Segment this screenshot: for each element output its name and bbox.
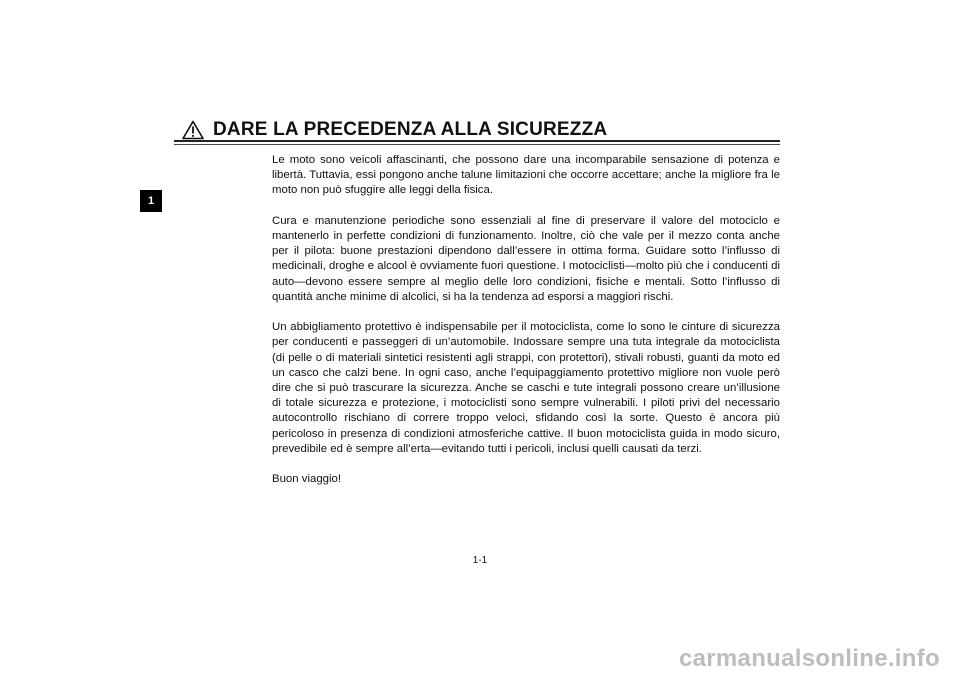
chapter-tab: 1	[140, 190, 162, 212]
header-rule	[174, 140, 780, 142]
paragraph: Un abbigliamento protettivo è indispensabile per il motociclista, come lo sono le cinture di sicurezza per conducenti e passeggeri di un’automobile. Indossare sempre una tuta integrale da motociclista (di pelle o di materiali sintetici resistenti agli strappi, con protettori), stivali robusti, guanti da moto ed un casco che calzi bene. In ogni caso, anche l’equipaggiamento protettivo migliore non vuole però dire che si può trascurare la sicurezza. Anche se caschi e tute integrali possono creare un’illusione di totale sicurezza e protezione, i motociclisti sono sempre vulnerabili. I piloti privi del necessario autocontrollo rischiano di correre troppo veloci, sfidando così la sorte. Questo è ancora più pericoloso in presenza di condizioni atmosferiche cattive. Il buon motociclista guida in modo sicuro, prevedibile ed è sempre all’erta—evitando tutti i pericoli, inclusi quelli causati da terzi.	[272, 321, 780, 455]
watermark: carmanualsonline.info	[678, 645, 940, 672]
paragraph: Cura e manutenzione periodiche sono essenziali al fine di preservare il valore del motociclo e mantenerlo in perfette condizioni di funzionamento. Inoltre, ciò che vale per il mezzo conta anche per il pilota: buone prestazioni dipendono dall’essere in ottima forma. Guidare sotto l’influsso di medicinali, droghe e alcool è ovviamente fuori questione. I motociclisti—molto più che i conducenti di auto—devono essere sempre al meglio delle loro condizioni, fisiche e mentali. Sotto l’influsso di quantità anche minime di alcolici, si ha la tendenza ad esporsi a maggiori rischi.	[272, 214, 780, 303]
page-title: DARE LA PRECEDENZA ALLA SICUREZZA	[213, 119, 608, 140]
warning-triangle-icon	[182, 120, 204, 140]
closing-line: Buon viaggio!	[272, 473, 342, 486]
page-header	[182, 118, 607, 142]
header-rule-thin	[174, 144, 780, 145]
page-number: 1-1	[472, 555, 488, 566]
body-text	[272, 153, 780, 503]
paragraph: Le moto sono veicoli affascinanti, che possono dare una incomparabile sensazione di potenza e libertà. Tuttavia, essi pongono anche talune limitazioni che occorre accettare; anche la migliore fra le moto non può sfuggire alle leggi della fisica.	[272, 154, 780, 197]
